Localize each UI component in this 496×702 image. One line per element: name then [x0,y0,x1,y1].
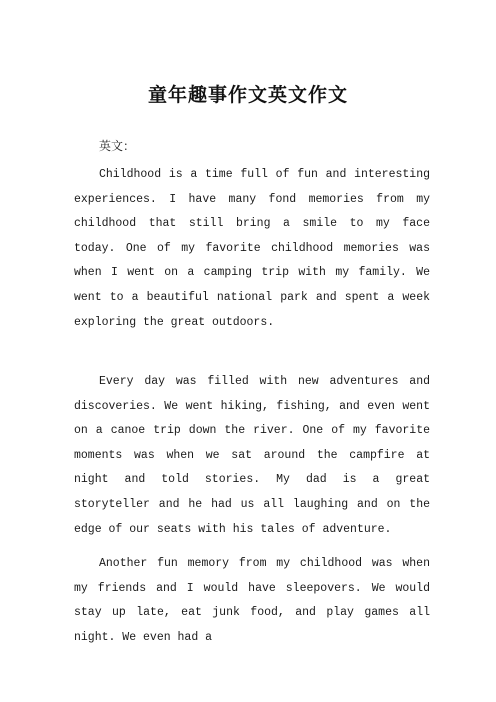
paragraph-1: Childhood is a time full of fun and interesting experiences. I have many fond memories from my childhood that still bring a smile to my face today. One of my favorite childhood memories was when I went on a camping trip with my family. We went to a beautiful national park and spent a week exploring the great outdoors. [74,168,430,329]
paragraph-2: Every day was filled with new adventures and discoveries. We went hiking, fishing, and even went on a canoe trip down the river. One of my favorite moments was when we sat around the campfire at night and told stories. My dad is a great storyteller and he had us all laughing and on the edge of our seats with his tales of adventure. [74,375,430,536]
document-title: 童年趣事作文英文作文 [147,84,348,106]
section-label: 英文： [99,139,136,153]
paragraph-3: Another fun memory from my childhood was when my friends and I would have sleepovers. We would stay up late, eat junk food, and play games all night. We even had a [74,557,430,644]
